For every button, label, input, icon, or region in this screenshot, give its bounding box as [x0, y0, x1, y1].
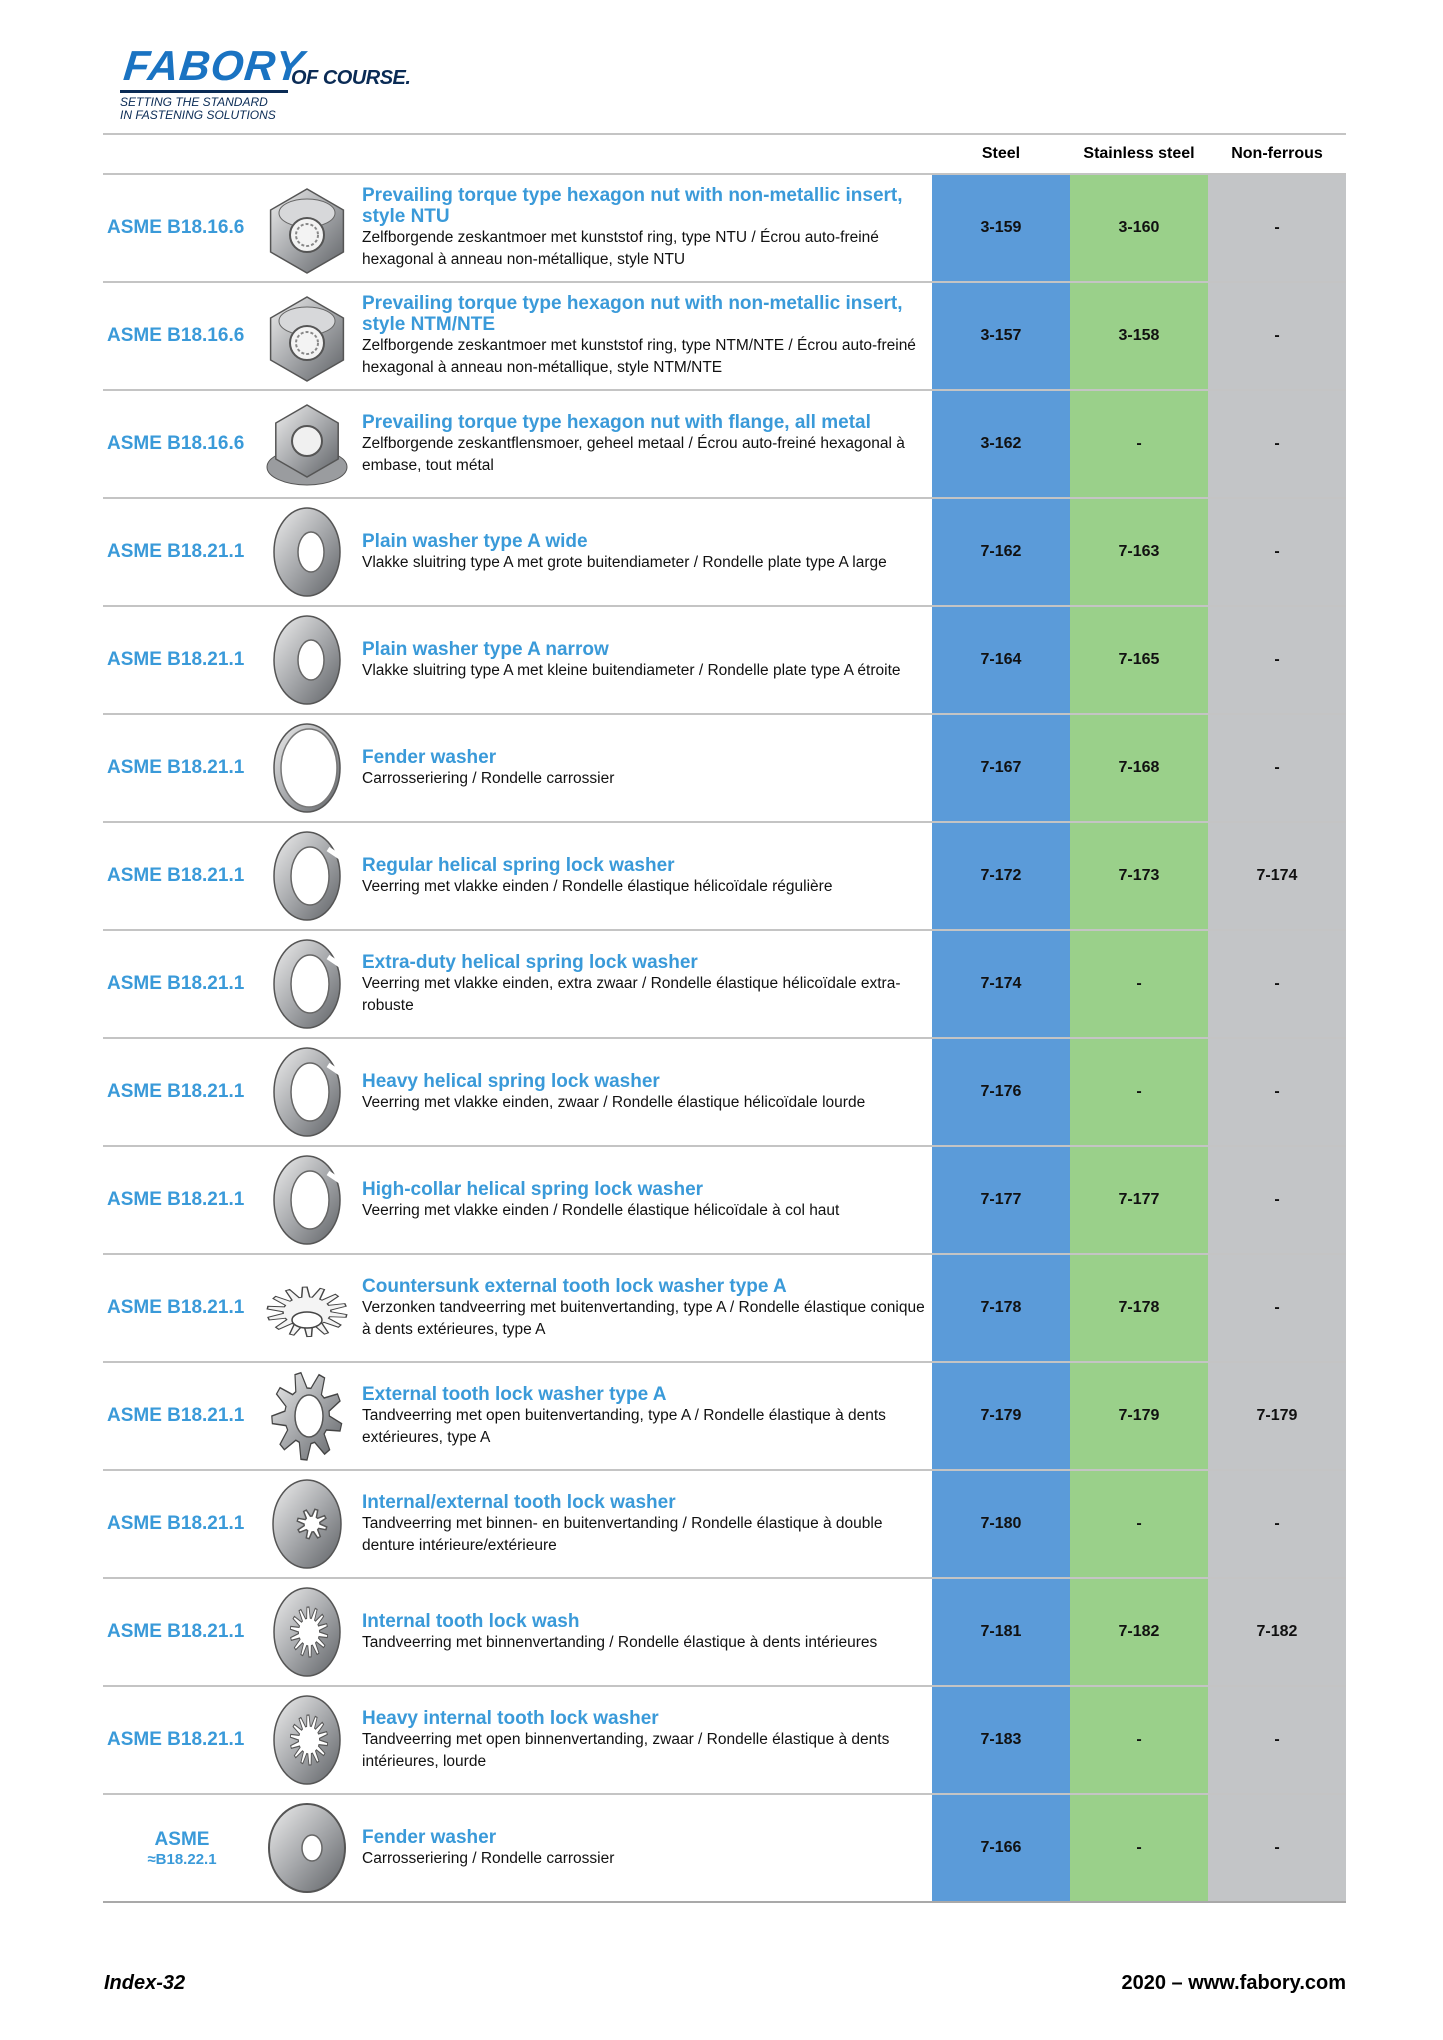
standard-code: ASME B18.21.1	[107, 973, 245, 994]
product-subtitle: Vlakke sluitring type A met grote buitendiameter / Rondelle plate type A large	[362, 553, 887, 571]
footer-website: 2020 – www.fabory.com	[1121, 1972, 1346, 1994]
countersunk-tooth-washer-icon	[258, 1259, 356, 1357]
product-title[interactable]: External tooth lock washer type A	[362, 1383, 667, 1405]
standard-code: ASME B18.16.6	[107, 325, 245, 346]
spring-lock-washer-icon	[258, 1043, 356, 1141]
internal-tooth-washer-icon	[258, 1691, 356, 1789]
product-title[interactable]: Regular helical spring lock washer	[362, 854, 675, 876]
table-row	[103, 283, 1346, 391]
nonferrous-page-ref[interactable]: -	[1208, 1687, 1346, 1793]
nonferrous-page-ref[interactable]: -	[1208, 283, 1346, 389]
standard-code-line1: ASME	[154, 1828, 210, 1850]
steel-page-ref[interactable]: 7-181	[932, 1579, 1070, 1685]
logo-slogan: OF COURSE.	[291, 67, 411, 89]
spring-lock-washer-icon	[258, 827, 356, 925]
nonferrous-page-ref[interactable]: -	[1208, 1147, 1346, 1253]
nonferrous-page-ref[interactable]: 7-174	[1208, 823, 1346, 929]
steel-page-ref[interactable]: 7-166	[932, 1795, 1070, 1901]
product-title[interactable]: Heavy internal tooth lock washer	[362, 1707, 659, 1729]
standard-code: ASME B18.21.1	[107, 1729, 245, 1750]
product-title[interactable]: Countersunk external tooth lock washer type A	[362, 1275, 787, 1297]
product-description	[362, 1039, 932, 1145]
product-description	[362, 391, 932, 497]
standard-code: ASME B18.21.1	[107, 865, 245, 886]
stainless-page-ref[interactable]: 7-163	[1070, 499, 1208, 605]
table-row	[103, 1363, 1346, 1471]
column-header-nonferrous: Non-ferrous	[1231, 145, 1323, 162]
product-description	[362, 1795, 932, 1901]
standard-code: ASME B18.16.6	[107, 217, 245, 238]
product-title[interactable]: High-collar helical spring lock washer	[362, 1178, 704, 1200]
nylon-insert-nut-icon	[258, 179, 356, 277]
product-description	[362, 1579, 932, 1685]
product-subtitle: Veerring met vlakke einden / Rondelle élastique hélicoïdale régulière	[362, 877, 833, 895]
steel-page-ref[interactable]: 7-179	[932, 1363, 1070, 1469]
internal-external-tooth-washer-icon	[258, 1475, 356, 1573]
product-subtitle: Carrosseriering / Rondelle carrossier	[362, 1849, 615, 1867]
table-header	[103, 133, 1346, 175]
product-subtitle: Zelfborgende zeskantmoer met kunststof ring, type NTU / Écrou auto-freiné hexagonal à anneau non-métallique, style NTU	[362, 229, 879, 268]
table-row	[103, 715, 1346, 823]
table-row	[103, 391, 1346, 499]
nonferrous-page-ref[interactable]: -	[1208, 499, 1346, 605]
spring-lock-washer-icon	[258, 1151, 356, 1249]
stainless-page-ref[interactable]: -	[1070, 1039, 1208, 1145]
nonferrous-page-ref[interactable]: 7-179	[1208, 1363, 1346, 1469]
product-description	[362, 931, 932, 1037]
plain-washer-icon	[258, 503, 356, 601]
steel-page-ref[interactable]: 7-180	[932, 1471, 1070, 1577]
stainless-page-ref[interactable]: -	[1070, 1687, 1208, 1793]
product-subtitle: Zelfborgende zeskantmoer met kunststof ring, type NTM/NTE / Écrou auto-freiné hexagonal à anneau non-métallique, style NTM/NTE	[362, 337, 916, 376]
stainless-page-ref[interactable]: -	[1070, 931, 1208, 1037]
column-header-stainless: Stainless steel	[1083, 145, 1195, 162]
steel-page-ref[interactable]: 3-159	[932, 175, 1070, 281]
stainless-page-ref[interactable]: 3-158	[1070, 283, 1208, 389]
flange-nut-icon	[258, 395, 356, 493]
product-description	[362, 715, 932, 821]
nonferrous-page-ref[interactable]: -	[1208, 175, 1346, 281]
product-title[interactable]: Heavy helical spring lock washer	[362, 1070, 660, 1092]
nonferrous-page-ref[interactable]: -	[1208, 1471, 1346, 1577]
standard-code: ASME B18.21.1	[107, 649, 245, 670]
column-header-steel: Steel	[981, 145, 1021, 162]
stainless-page-ref[interactable]: -	[1070, 1471, 1208, 1577]
product-index-table	[103, 133, 1346, 1903]
product-subtitle: Zelfborgende zeskantflensmoer, geheel metaal / Écrou auto-freiné hexagonal à embase, tout métal	[362, 434, 905, 474]
nonferrous-page-ref[interactable]: -	[1208, 1255, 1346, 1361]
product-subtitle: Tandveerring met open buitenvertanding, type A / Rondelle élastique à dents extérieures, type A	[362, 1406, 886, 1446]
product-description	[362, 175, 932, 281]
product-title[interactable]: Prevailing torque type hexagon nut with flange, all metal	[362, 411, 871, 433]
product-description	[362, 607, 932, 713]
standard-code: ASME B18.21.1	[107, 1621, 245, 1642]
stainless-page-ref[interactable]: 7-168	[1070, 715, 1208, 821]
table-row	[103, 1039, 1346, 1147]
stainless-page-ref[interactable]: 7-165	[1070, 607, 1208, 713]
stainless-page-ref[interactable]: 7-177	[1070, 1147, 1208, 1253]
product-title[interactable]: Prevailing torque type hexagon nut with non-metallic insert, style NTU	[362, 185, 903, 227]
product-subtitle: Tandveerring met open binnenvertanding, zwaar / Rondelle élastique à dents intérieures, lourde	[362, 1730, 890, 1770]
standard-code: ASME B18.21.1	[107, 757, 245, 778]
steel-page-ref[interactable]: 7-176	[932, 1039, 1070, 1145]
product-title[interactable]: Internal tooth lock wash	[362, 1610, 580, 1632]
standard-code: ASME B18.21.1	[107, 1297, 245, 1318]
stainless-page-ref[interactable]: 7-179	[1070, 1363, 1208, 1469]
product-description	[362, 1363, 932, 1469]
nonferrous-page-ref[interactable]: -	[1208, 1039, 1346, 1145]
steel-page-ref[interactable]: 7-178	[932, 1255, 1070, 1361]
table-row	[103, 1795, 1346, 1903]
spring-lock-washer-icon	[258, 935, 356, 1033]
steel-page-ref[interactable]: 7-167	[932, 715, 1070, 821]
standard-code	[107, 1795, 257, 1901]
steel-page-ref[interactable]: 7-172	[932, 823, 1070, 929]
product-description	[362, 1147, 932, 1253]
product-description	[362, 1255, 932, 1361]
external-tooth-washer-icon	[258, 1367, 356, 1465]
nonferrous-page-ref[interactable]: -	[1208, 391, 1346, 497]
product-subtitle: Tandveerring met binnen- en buitenvertanding / Rondelle élastique à double denture intérieure/extérieure	[362, 1514, 883, 1554]
product-description	[362, 499, 932, 605]
table-row	[103, 1255, 1346, 1363]
table-row	[103, 823, 1346, 931]
steel-page-ref[interactable]: 7-177	[932, 1147, 1070, 1253]
product-subtitle: Veerring met vlakke einden / Rondelle élastique hélicoïdale à col haut	[362, 1201, 840, 1219]
plain-washer-icon	[258, 611, 356, 709]
table-row	[103, 1579, 1346, 1687]
stainless-page-ref[interactable]: -	[1070, 391, 1208, 497]
stainless-page-ref[interactable]: 7-173	[1070, 823, 1208, 929]
steel-page-ref[interactable]: 3-162	[932, 391, 1070, 497]
table-row	[103, 1147, 1346, 1255]
product-title[interactable]: Fender washer	[362, 746, 497, 768]
table-body	[103, 175, 1346, 1903]
logo-underline	[120, 90, 288, 93]
steel-page-ref[interactable]: 7-162	[932, 499, 1070, 605]
fender-washer-icon	[258, 719, 356, 817]
product-subtitle: Veerring met vlakke einden, extra zwaar / Rondelle élastique hélicoïdale extra-robuste	[362, 974, 901, 1014]
product-title[interactable]: Plain washer type A narrow	[362, 638, 609, 660]
internal-tooth-washer-icon	[258, 1583, 356, 1681]
product-subtitle: Veerring met vlakke einden, zwaar / Rondelle élastique hélicoïdale lourde	[362, 1093, 866, 1111]
brand-logo	[116, 42, 436, 132]
table-row	[103, 499, 1346, 607]
nylon-insert-nut-icon	[258, 287, 356, 385]
standard-code: ASME B18.21.1	[107, 1189, 245, 1210]
stainless-page-ref[interactable]: 7-178	[1070, 1255, 1208, 1361]
table-row	[103, 1687, 1346, 1795]
thick-washer-icon	[258, 1799, 356, 1897]
stainless-page-ref[interactable]: 7-182	[1070, 1579, 1208, 1685]
table-row	[103, 1471, 1346, 1579]
product-description	[362, 283, 932, 389]
product-description	[362, 1471, 932, 1577]
logo-tagline: SETTING THE STANDARD IN FASTENING SOLUTIONS	[120, 95, 276, 122]
product-title[interactable]: Prevailing torque type hexagon nut with non-metallic insert, style NTM/NTE	[362, 293, 903, 335]
product-subtitle: Vlakke sluitring type A met kleine buitendiameter / Rondelle plate type A étroite	[362, 661, 901, 679]
product-title[interactable]: Plain washer type A wide	[362, 530, 588, 552]
nonferrous-page-ref[interactable]: -	[1208, 1795, 1346, 1901]
standard-code: ASME B18.16.6	[107, 433, 245, 454]
product-description	[362, 1687, 932, 1793]
table-row	[103, 607, 1346, 715]
nonferrous-page-ref[interactable]: 7-182	[1208, 1579, 1346, 1685]
standard-code: ASME B18.21.1	[107, 541, 245, 562]
stainless-page-ref[interactable]: 3-160	[1070, 175, 1208, 281]
nonferrous-page-ref[interactable]: -	[1208, 715, 1346, 821]
table-row	[103, 175, 1346, 283]
product-title[interactable]: Extra-duty helical spring lock washer	[362, 951, 698, 973]
nonferrous-page-ref[interactable]: -	[1208, 931, 1346, 1037]
page-number: Index-32	[104, 1972, 186, 1994]
standard-code: ASME B18.21.1	[107, 1081, 245, 1102]
standard-code-line2: ≈B18.22.1	[147, 1850, 217, 1868]
table-row	[103, 931, 1346, 1039]
steel-page-ref[interactable]: 3-157	[932, 283, 1070, 389]
steel-page-ref[interactable]: 7-164	[932, 607, 1070, 713]
logo-brand: FABORY	[121, 42, 307, 89]
product-description	[362, 823, 932, 929]
steel-page-ref[interactable]: 7-174	[932, 931, 1070, 1037]
product-subtitle: Tandveerring met binnenvertanding / Rondelle élastique à dents intérieures	[362, 1633, 878, 1651]
standard-code: ASME B18.21.1	[107, 1405, 245, 1426]
standard-code: ASME B18.21.1	[107, 1513, 245, 1534]
stainless-page-ref[interactable]: -	[1070, 1795, 1208, 1901]
product-title[interactable]: Internal/external tooth lock washer	[362, 1491, 676, 1513]
nonferrous-page-ref[interactable]: -	[1208, 607, 1346, 713]
steel-page-ref[interactable]: 7-183	[932, 1687, 1070, 1793]
product-title[interactable]: Fender washer	[362, 1826, 497, 1848]
product-subtitle: Carrosseriering / Rondelle carrossier	[362, 769, 615, 787]
product-subtitle: Verzonken tandveerring met buitenvertanding, type A / Rondelle élastique conique à dents extérieures, type A	[362, 1298, 925, 1338]
